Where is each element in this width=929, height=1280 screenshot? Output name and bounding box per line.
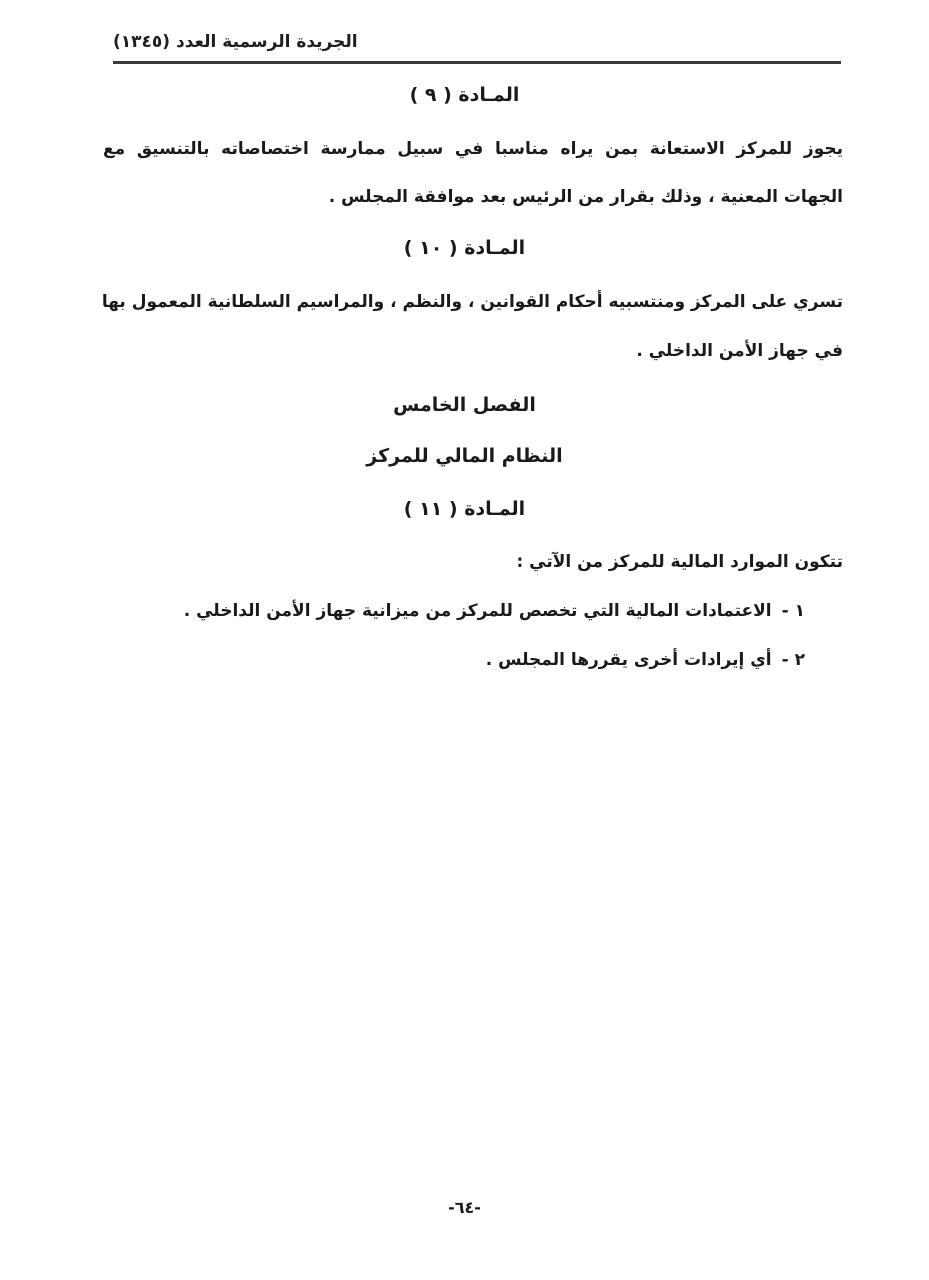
list-item bbox=[486, 647, 805, 673]
article-11-intro: تتكون الموارد المالية للمركز من الآتي : bbox=[516, 552, 843, 572]
article-10-line-1: تسري على المركز ومنتسبيه أحكام القوانين ، والنظم ، والمراسيم السلطانية المعمول بها bbox=[101, 292, 843, 312]
article-9-line-2: الجهات المعنية ، وذلك بقرار من الرئيس بعد موافقة المجلس . bbox=[328, 187, 843, 207]
article-9-line-1: يجوز للمركز الاستعانة بمن يراه مناسبا في سبيل ممارسة اختصاصاته بالتنسيق مع bbox=[103, 139, 843, 159]
article-10-title: المـادة ( ١٠ ) bbox=[403, 237, 526, 259]
list-item bbox=[184, 598, 805, 624]
gazette-issue-title: الجريدة الرسمية العدد (١٣٤٥) bbox=[113, 32, 358, 52]
chapter-number: الفصل الخامس bbox=[393, 394, 536, 416]
list-item-text: أي إيرادات أخرى يقررها المجلس . bbox=[485, 650, 772, 670]
page-number: -٦٤- bbox=[448, 1198, 481, 1217]
running-header bbox=[113, 30, 841, 64]
chapter-title: النظام المالي للمركز bbox=[366, 445, 563, 467]
article-11-title: المـادة ( ١١ ) bbox=[403, 498, 526, 520]
article-10-line-2: في جهاز الأمن الداخلي . bbox=[636, 341, 843, 361]
header-divider bbox=[113, 61, 841, 64]
list-item-number: ١ - bbox=[781, 601, 805, 621]
article-9-title: المـادة ( ٩ ) bbox=[409, 84, 520, 106]
list-item-number: ٢ - bbox=[781, 650, 805, 670]
list-item-text: الاعتمادات المالية التي تخصص للمركز من ميزانية جهاز الأمن الداخلي . bbox=[183, 601, 772, 621]
